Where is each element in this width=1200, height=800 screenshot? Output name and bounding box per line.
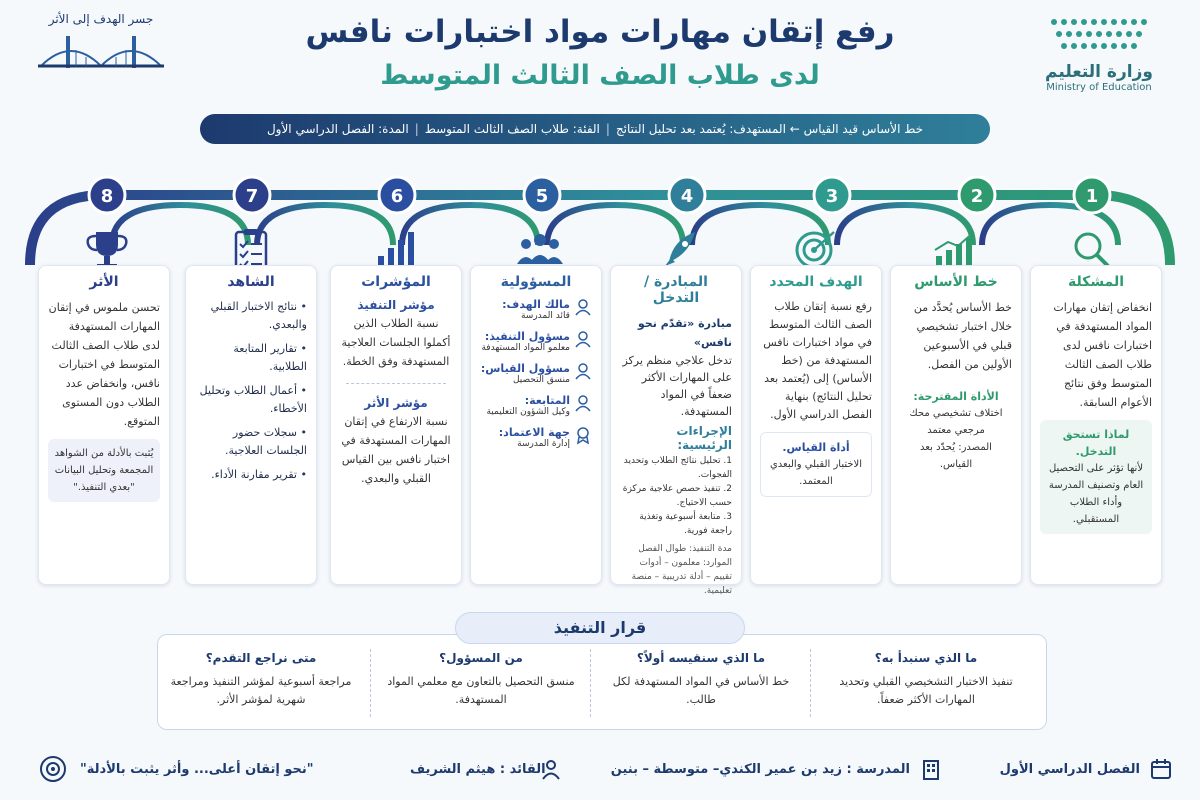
info-separator: | xyxy=(414,122,419,136)
evidence-item: • أعمال الطلاب وتحليل الأخطاء. xyxy=(195,382,307,418)
role-label: مسؤول القياس: xyxy=(480,362,570,375)
role-item xyxy=(480,394,592,417)
person-icon xyxy=(574,330,592,348)
impact-note: يُثبت بالأدلة من الشواهد المجمعة وتحليل البيانات "بعدي التنفيذ." xyxy=(48,439,160,502)
card-title-evidence: الشاهد xyxy=(227,274,275,290)
evidence-item: • نتائج الاختبار القبلي والبعدي. xyxy=(195,298,307,334)
decision-question: ما الذي سنبدأ به؟ xyxy=(874,651,978,665)
card-responsibility xyxy=(470,265,602,585)
ministry-name-ar: وزارة التعليم xyxy=(1045,62,1153,82)
role-item xyxy=(480,426,592,449)
card-title-problem: المشكلة xyxy=(1067,274,1125,290)
decision-question: ما الذي سنقيسه أولاً؟ xyxy=(636,651,766,665)
page-subtitle: لدى طلاب الصف الثالث المتوسط xyxy=(380,60,820,91)
target-footer-icon xyxy=(38,754,68,784)
badge-icon xyxy=(574,426,592,444)
exec-indicator-title: مؤشر التنفيذ xyxy=(357,298,435,312)
initiative-proc-3: 3. متابعة أسبوعية وتغذية راجعة فورية. xyxy=(639,512,732,536)
decision-question: من المسؤول؟ xyxy=(439,651,523,665)
step-number-6: 6 xyxy=(390,186,404,207)
decision-answer: تنفيذ الاختبار التشخيصي القبلي وتحديد المهارات الأكثر ضعفاً. xyxy=(839,675,1013,706)
initiative-text: تدخل علاجي منظم يركز على المهارات الأكثر ضعفاً في المواد المستهدفة. xyxy=(622,354,732,418)
baseline-note-title: الأداة المقترحة: xyxy=(913,390,999,403)
card-indicators xyxy=(330,265,462,585)
decision-answer: خط الأساس في المواد المستهدفة لكل طالب. xyxy=(612,675,790,706)
footer xyxy=(0,744,1200,800)
role-item xyxy=(480,330,592,353)
decision-answer: مراجعة أسبوعية لمؤشر التنفيذ ومراجعة شهرية لمؤشر الأثر. xyxy=(170,675,352,706)
decision-divider xyxy=(810,649,811,717)
footer-leader: القائد : هيثم الشريف xyxy=(410,762,546,777)
role-label: مسؤول التنفيذ: xyxy=(484,330,570,343)
role-value: قائد المدرسة xyxy=(520,311,570,321)
role-value: إدارة المدرسة xyxy=(517,439,570,449)
card-title-impact: الأثر xyxy=(89,274,119,290)
card-title-indicators: المؤشرات xyxy=(361,274,431,290)
card-title-initiative: المبادرة / التدخل xyxy=(644,274,708,306)
initiative-proc-2: 2. تنفيذ حصص علاجية مركزة حسب الاحتياج. xyxy=(622,484,732,508)
step-number-4: 4 xyxy=(680,186,694,207)
decision-col-start xyxy=(826,651,1026,709)
ministry-name-en: Ministry of Education xyxy=(1046,82,1152,93)
bridge-logo-icon xyxy=(36,26,166,76)
step-number-5: 5 xyxy=(535,186,549,207)
initiative-proc-1: 1. تحليل نتائج الطلاب وتحديد الفجوات. xyxy=(623,456,732,480)
card-goal xyxy=(750,265,882,585)
decision-col-owner xyxy=(381,651,581,709)
baseline-note xyxy=(900,382,1012,479)
footer-school: المدرسة : زيد بن عمير الكندي– متوسطة – بنين xyxy=(610,762,910,777)
page-title: رفع إتقان مهارات مواد اختبارات نافس xyxy=(305,14,895,50)
person-icon xyxy=(574,362,592,380)
initiative-resources: الموارد: معلمون – أدوات تقييم – أدلة تدريبية – منصة تعليمية. xyxy=(631,558,732,596)
goal-note xyxy=(760,432,872,497)
header xyxy=(0,0,1200,112)
decision-box xyxy=(157,634,1047,730)
decision-divider xyxy=(370,649,371,717)
decision-title xyxy=(455,612,745,644)
ministry-dots-icon xyxy=(1044,14,1154,58)
card-problem xyxy=(1030,265,1162,585)
footer-slogan: "نحو إتقان أعلى... وأثر يثبت بالأدلة" xyxy=(80,762,314,777)
person-icon xyxy=(574,394,592,412)
decision-divider xyxy=(590,649,591,717)
card-baseline xyxy=(890,265,1022,585)
card-title-baseline: خط الأساس xyxy=(914,274,998,290)
goal-note-text: الاختبار القبلي والبعدي المعتمد. xyxy=(769,459,863,487)
evidence-item: • تقرير مقارنة الأداء. xyxy=(195,466,307,484)
info-bar xyxy=(200,114,990,144)
card-impact xyxy=(38,265,170,585)
step-number-7: 7 xyxy=(245,186,259,207)
decision-col-measure xyxy=(601,651,801,709)
initiative-proc-title: الإجراءات الرئيسية: xyxy=(676,424,732,452)
problem-note xyxy=(1040,420,1152,534)
card-evidence xyxy=(185,265,317,585)
initiative-duration: مدة التنفيذ: طوال الفصل xyxy=(638,544,732,554)
person-icon xyxy=(574,298,592,316)
ministry-logo xyxy=(1024,14,1174,93)
role-label: جهة الاعتماد: xyxy=(498,426,570,439)
footer-semester: الفصل الدراسي الأول xyxy=(999,762,1140,777)
step-number-1: 1 xyxy=(1085,186,1099,207)
brand-text: جسر الهدف إلى الأثر xyxy=(48,12,154,26)
role-label: مالك الهدف: xyxy=(502,298,570,311)
info-baseline: خط الأساس قيد القياس ← المستهدف: يُعتمد بعد تحليل النتائج xyxy=(615,122,924,136)
baseline-text: خط الأساس يُحدَّد من خلال اختبار تشخيصي قبلي في الأسبوعين الأولين من الفصل. xyxy=(913,301,1012,371)
problem-text: انخفاض إتقان مهارات المواد المستهدفة في اختبارات نافس لدى طلاب الصف الثالث المتوسط وفق نتائج الأعوام السابقة. xyxy=(1053,301,1152,409)
card-initiative xyxy=(610,265,742,596)
role-item xyxy=(480,362,592,385)
impact-indicator-text: نسبة الارتفاع في إتقان المهارات المستهدفة في اختبار نافس بين القياس القبلي والبعدي. xyxy=(341,415,451,485)
role-value: وكيل الشؤون التعليمية xyxy=(486,407,570,417)
goal-note-title: أداة القياس. xyxy=(782,441,850,454)
evidence-item: • تقارير المتابعة الطلابية. xyxy=(195,340,307,376)
baseline-note-text: اختلاف تشخيصي محك مرجعي معتمد xyxy=(909,408,1003,436)
calendar-icon xyxy=(1150,758,1172,780)
decision-col-review xyxy=(161,651,361,709)
step-number-8: 8 xyxy=(100,186,114,207)
info-separator: | xyxy=(605,122,610,136)
role-value: معلمو المواد المستهدفة xyxy=(481,343,570,353)
baseline-note-source: المصدر: يُحدّد بعد القياس. xyxy=(920,442,992,470)
problem-note-text: لأنها تؤثر على التحصيل العام وتصنيف المدرسة وأداء الطلاب المستقبلي. xyxy=(1048,463,1144,525)
card-title-responsibility: المسؤولية xyxy=(500,274,572,290)
impact-indicator-title: مؤشر الأثر xyxy=(364,396,428,410)
goal-text: رفع نسبة إتقان طلاب الصف الثالث المتوسط في مواد اختبارات نافس المستهدفة من (خط الأساس) إلى (يُعتمد بعد تحليل النتائج) بنهاية الفصل الدراسي الأول. xyxy=(763,300,872,421)
decision-answer: منسق التحصيل بالتعاون مع معلمي المواد المستهدفة. xyxy=(387,675,575,706)
decision-title-text: قرار التنفيذ xyxy=(553,618,647,637)
step-number-3: 3 xyxy=(825,186,839,207)
bridge-arches xyxy=(0,150,1200,280)
info-duration: المدة: الفصل الدراسي الأول xyxy=(266,122,409,136)
exec-indicator-text: نسبة الطلاب الذين أكملوا الجلسات العلاجية المستهدفة وفق الخطة. xyxy=(341,317,451,368)
building-icon xyxy=(920,758,942,780)
problem-note-title: لماذا تستحق التدخل. xyxy=(1062,428,1130,458)
initiative-name: مبادرة «تقدّم نحو نافس» xyxy=(637,317,732,349)
role-item xyxy=(480,298,592,321)
step-number-2: 2 xyxy=(970,186,984,207)
role-value: منسق التحصيل xyxy=(512,375,570,385)
card-title-goal: الهدف المحدد xyxy=(769,274,863,290)
evidence-item: • سجلات حضور الجلسات العلاجية. xyxy=(195,424,307,460)
indicator-divider xyxy=(346,383,446,384)
bridge-brand xyxy=(26,12,176,80)
role-label: المتابعة: xyxy=(524,394,570,407)
impact-text: تحسن ملموس في إتقان المهارات المستهدفة لدى طلاب الصف الثالث المتوسط في اختبارات نافس، وانخفاض عدد الطلاب دون المستوى المتوقع. xyxy=(48,301,160,428)
decision-question: متى نراجع التقدم؟ xyxy=(205,651,317,665)
info-category: الفئة: طلاب الصف الثالث المتوسط xyxy=(424,122,600,136)
